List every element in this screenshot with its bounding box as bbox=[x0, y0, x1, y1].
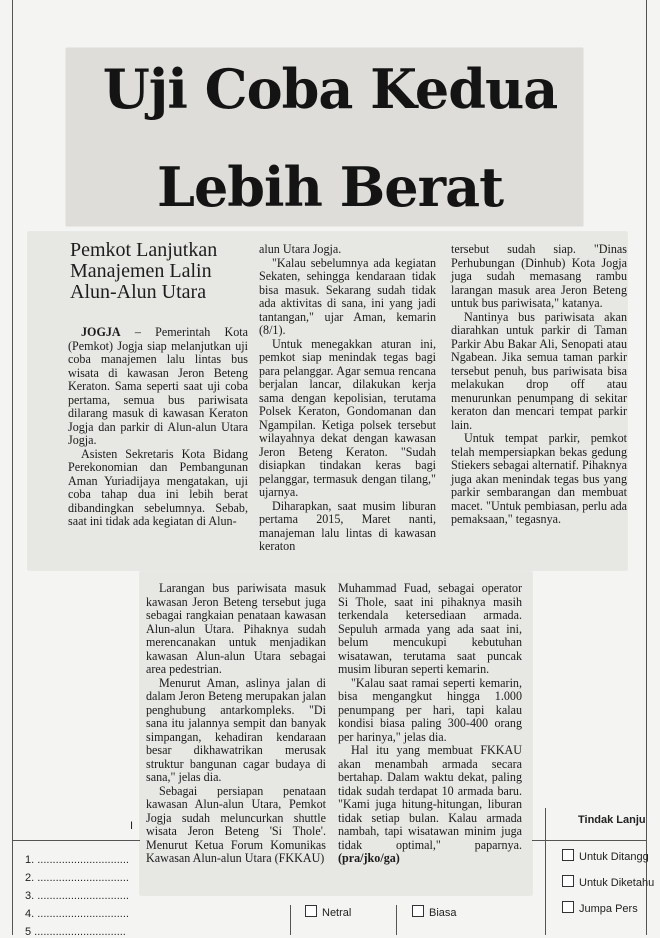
article-paragraph: "Kalau sebelumnya ada kegiatan Sekaten, sehingga kendaraan tidak bisa masuk. Sekarang sudah tidak ada aktivitas di sana, ini yang jadi tantangan," ujar Aman, kemarin (8/1). bbox=[259, 255, 436, 337]
form-option-netral[interactable]: Netral bbox=[305, 905, 351, 919]
form-col-header-right: Tindak Lanju bbox=[578, 814, 646, 826]
form-number-5: 5 .............................. bbox=[25, 926, 126, 938]
article-paragraph: Asisten Sekretaris Kota Bidang Perekonomian dan Pembangunan Aman Yuriadijaya mengatakan, uji coba tahap dua ini lebih berat dibandingkan sebelumnya. Sebab, saat ini tidak ada kegiatan di Alun- bbox=[68, 446, 248, 528]
article-paragraph: Menurut Aman, aslinya jalan di dalam Jeron Beteng merupakan jalan penghubung antarkompleks. "Di sana itu jalannya sempit dan banyak simpangan, kehadiran kendaraan besar dikhawatrikan merusak struktur bangunan cagar budaya di sana," jelas dia. bbox=[146, 675, 326, 784]
article-paragraph: Untuk menegakkan aturan ini, pemkot siap menindak tegas bagi para pelanggar. Agar semua rencana berjalan lancar, dilakukan kerja sama dengan kepolisian, terutama Polsek Keraton, Gondomanan dan Ngampilan. Ketiga polsek tersebut wilayahnya dekat dengan kawasan Jeron Beteng Keraton. "Sudah disiapkan tindakan keras bagi pelanggar, termasuk dengan tilang," ujarnya. bbox=[259, 336, 436, 499]
article-paragraph: "Kalau saat ramai seperti kemarin, bisa mengangkut hingga 1.000 penumpang per hari, tapi kalau kondisi biasa paling 300-400 orang per harinya," jelas dia. bbox=[338, 675, 522, 744]
article-paragraph: Hal itu yang membuat FKKAU akan menambah armada secara bertahap. Dalam waktu dekat, paling tidak sudah terdapat 10 armada baru. "Kami juga hitung-hitungan, liburan tidak setiap bulan. Kalau armada nambah, tapi wisatawan minim juga tidak optimal," paparnya. (pra/jko/ga) bbox=[338, 743, 522, 865]
article-column-5 bbox=[338, 582, 522, 866]
subheadline-line-3: Alun-Alun Utara bbox=[70, 281, 207, 303]
article-paragraph: Diharapkan, saat musim liburan pertama 2015, Maret nanti, manajeman lalu lintas di kawasan keraton bbox=[259, 498, 436, 553]
form-border-left bbox=[12, 0, 13, 935]
subheadline bbox=[70, 240, 260, 303]
form-option-biasa[interactable]: Biasa bbox=[412, 905, 457, 919]
checkbox-icon bbox=[562, 901, 574, 913]
article-paragraph: Larangan bus pariwisata masuk kawasan Jeron Beteng tersebut juga sebagai rangkaian penataan kawasan Alun-alun Utara. Pihaknya sudah merencanakan untuk menjadikan kawasan Alun-alun Utara sebagai area pedestrian. bbox=[146, 581, 326, 676]
article-paragraph: JOGJA – Pemerintah Kota (Pemkot) Jogja siap melanjutkan uji coba manajemen lalu lintas bus wisata di kawasan Jeron Beteng Keraton. Sama seperti saat uji coba pertama, semua bus pariwisata dilarang masuk di kawasan Keraton Jogja dan parkir di Alun-alun Utara Jogja. bbox=[68, 325, 248, 447]
article-dateline: JOGJA bbox=[81, 325, 121, 339]
article-column-4 bbox=[146, 582, 326, 866]
form-col-divider-3 bbox=[290, 905, 291, 935]
form-number-2: 2. .............................. bbox=[25, 872, 129, 884]
form-number-1: 1. .............................. bbox=[25, 854, 129, 866]
article-paragraph: alun Utara Jogja. bbox=[259, 242, 342, 256]
article-column-3 bbox=[451, 243, 627, 527]
subheadline-line-2: Manajemen Lalin bbox=[70, 260, 212, 282]
form-border-right bbox=[646, 0, 647, 935]
article-signature: (pra/jko/ga) bbox=[338, 851, 400, 865]
checkbox-icon bbox=[562, 849, 574, 861]
form-col-divider bbox=[545, 808, 546, 935]
form-col-header-left: I bbox=[130, 820, 134, 832]
form-number-4: 4. .............................. bbox=[25, 908, 129, 920]
article-paragraph: tersebut sudah siap. "Dinas Perhubungan (Dinhub) Kota Jogja juga sudah memasang rambu larangan masuk area Jeron Beteng untuk bus pariwisata," katanya. bbox=[451, 242, 627, 310]
form-option-diketahu[interactable]: Untuk Diketahu bbox=[562, 875, 654, 889]
article-paragraph: Muhammad Fuad, sebagai operator Si Thole, saat ini pihaknya masih terkendala ketersediaan armada. Sepuluh armada yang ada saat ini, belum mencukupi kebutuhan wisatawan, terutama saat puncak musim liburan seperti kemarin. bbox=[338, 581, 522, 676]
article-paragraph: Untuk tempat parkir, pemkot telah mempersiapkan bekas gedung Stiekers sebagai alternatif. Pihaknya juga akan menindak tegas bus yang parkir sembarangan dan membuat macet. "Untuk pembiasan, perlu ada pemaksaan," tegasnya. bbox=[451, 431, 627, 526]
article-column-1 bbox=[68, 326, 248, 529]
article-column-2 bbox=[259, 243, 436, 554]
article-paragraph: Nantinya bus pariwisata akan diarahkan untuk parkir di Taman Parkir Abu Bakar Ali, Senopati atau Ngabean. Jika semua taman parkir tersebut penuh, bus pariwisata bisa melakukan drop off atau menurunkan penumpang di sekitar keraton dan mencari tempat parkir lain. bbox=[451, 309, 627, 432]
checkbox-icon bbox=[562, 875, 574, 887]
article-paragraph: Sebagai persiapan penataan kawasan Alun-alun Utara, Pemkot Jogja sudah meluncurkan shuttle wisata Jeron Beteng 'Si Thole'. Menurut Ketua Forum Komunikas Kawasan Alun-alun Utara (FKKAU) bbox=[146, 783, 326, 865]
checkbox-icon bbox=[305, 905, 317, 917]
form-number-3: 3. .............................. bbox=[25, 890, 129, 902]
form-option-jumpa-pers[interactable]: Jumpa Pers bbox=[562, 901, 638, 915]
form-option-ditangg[interactable]: Untuk Ditangg bbox=[562, 849, 649, 863]
checkbox-icon bbox=[412, 905, 424, 917]
subheadline-line-1: Pemkot Lanjutkan bbox=[70, 239, 218, 261]
form-col-divider-2 bbox=[396, 905, 397, 935]
headline-line-2: Lebih Berat bbox=[156, 155, 504, 219]
headline-line-1: Uji Coba Kedua bbox=[102, 57, 558, 121]
